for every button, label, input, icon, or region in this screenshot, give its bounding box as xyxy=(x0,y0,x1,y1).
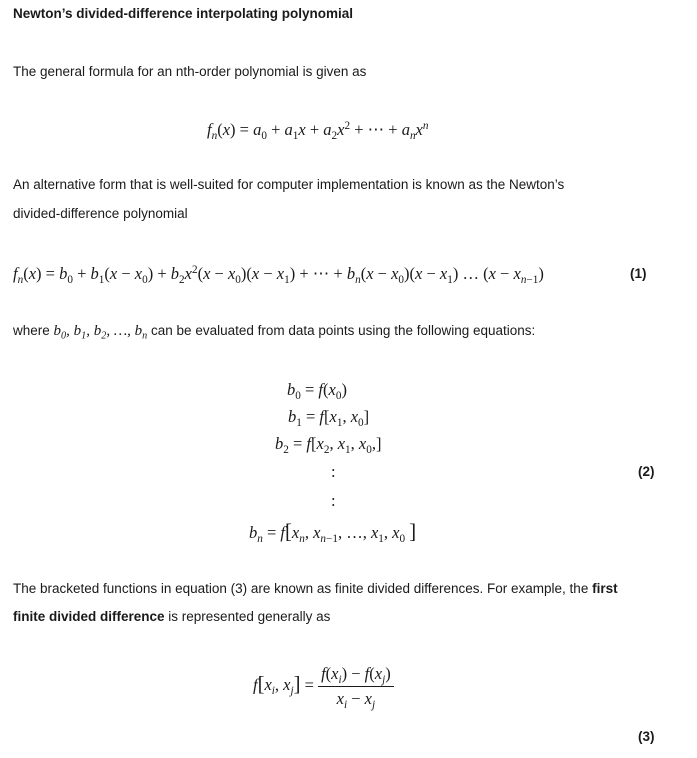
coefficients-paragraph: where $b_0$, $b_1$, $b_2$, …, $b_n$ can be evaluated from data points using the following equations: xyxy=(13,323,536,342)
equation-b2: $b_2 = f[x_2$, $x_1$, $x_0$,] xyxy=(275,434,382,456)
first-divided-difference-equation: $f[x_i$, $x_j$] = $\frac{f(x_i) - f(x_j)}{x_i - x_j}$ xyxy=(253,664,394,709)
equation-number-3: (3) xyxy=(638,729,655,744)
alt-form-paragraph-line2: divided-difference polynomial xyxy=(13,206,188,221)
equation-bn: $b_n = f[x_n$, $x_{n-1}$, …, $x_1$, $x_0$ ] xyxy=(249,521,417,545)
equation-number-2: (2) xyxy=(638,464,655,479)
vertical-ellipsis-2: : xyxy=(331,491,336,510)
divided-difference-paragraph-line2: finite divided difference is represented generally as xyxy=(13,609,331,624)
equation-b0: $b_0 = f(x_0)$ xyxy=(287,380,347,402)
equation-b1: $b_1 = f[x_1$, $x_0$] xyxy=(288,407,370,429)
equation-number-1: (1) xyxy=(630,266,647,281)
divided-difference-paragraph-line1: The bracketed functions in equation (3) are known as finite divided differences. For example, the first xyxy=(13,581,618,596)
page-title: Newton’s divided-difference interpolating polynomial xyxy=(13,6,354,21)
alt-form-paragraph-line1: An alternative form that is well-suited for computer implementation is known as the Newton’s xyxy=(13,177,565,192)
general-polynomial-equation: $f_n(x) = a_0 + a_1x + a_2x^2$ + ⋯ + $a_nx^n$ xyxy=(207,119,429,142)
vertical-ellipsis-1: : xyxy=(331,462,336,481)
intro-paragraph: The general formula for an nth-order polynomial is given as xyxy=(13,64,367,79)
newton-polynomial-equation: $f_n(x) = b_0 + b_1(x - x_0) + b_2x^2(x - x_0)(x - x_1)$ + ⋯ + $b_n(x - x_0)(x - x_1)$ … $(x - x_{n-1})$ xyxy=(13,263,544,286)
